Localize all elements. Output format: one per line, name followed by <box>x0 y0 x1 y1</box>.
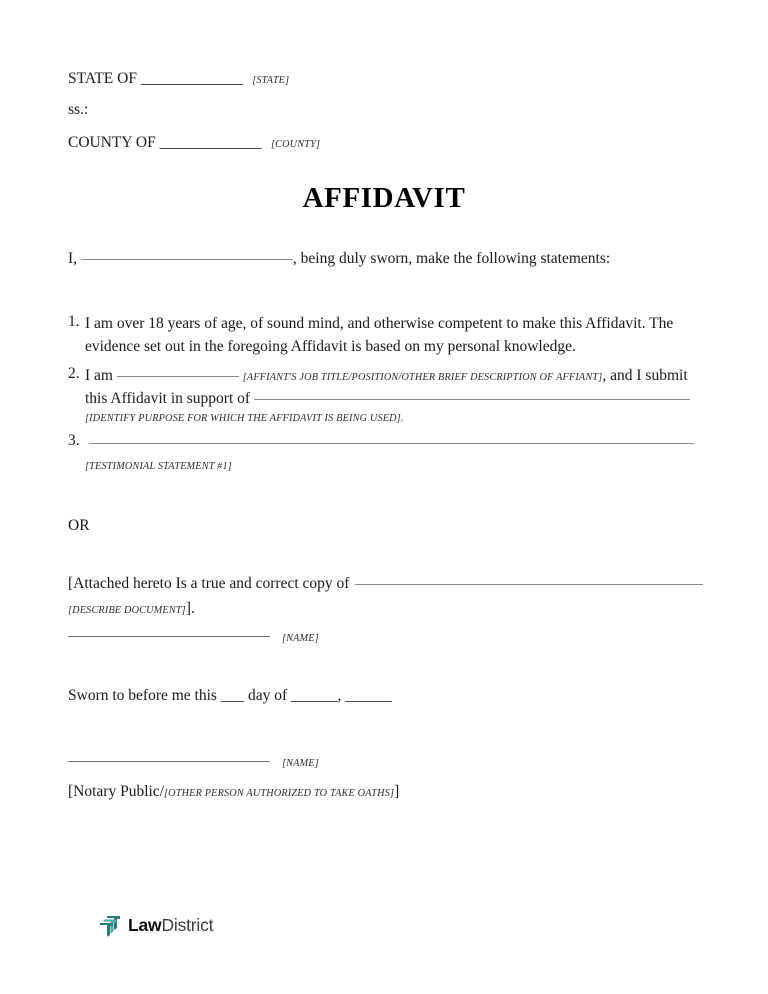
intro-statement-line <box>68 250 708 268</box>
sworn-statement-line: Sworn to before me this ___ day of ______, ______ <box>68 687 392 704</box>
notary-name-tag: [NAME] <box>282 758 319 769</box>
affiant-signature-line[interactable] <box>68 636 270 637</box>
testimonial-placeholder-tag: [TESTIMONIAL STATEMENT #1] <box>85 460 232 472</box>
statement-item-2 <box>68 365 702 424</box>
state-of-label: STATE OF <box>68 70 137 87</box>
describe-document-tag: [DESCRIBE DOCUMENT] <box>68 605 186 617</box>
notary-signature-block <box>68 753 319 771</box>
ss-label: ss.: <box>68 101 89 118</box>
item-2-continuation: this Affidavit in support of <box>85 389 251 407</box>
notary-closing-bracket: ] <box>394 783 400 800</box>
county-blank-field[interactable]: ______________ <box>159 134 262 151</box>
logo-text-district: District <box>161 915 214 936</box>
affiant-description-tag: [AFFIANT'S JOB TITLE/POSITION/OTHER BRIEF DESCRIPTION OF AFFIANT] <box>242 372 603 383</box>
affiant-signature-block <box>68 628 319 646</box>
affidavit-purpose-blank[interactable] <box>254 399 690 400</box>
attached-lead-text: [Attached hereto Is a true and correct copy of <box>68 575 350 592</box>
item-1-text: I am over 18 years of age, of sound mind, and otherwise competent to make this Affidavit. The evidence set out in the foregoing Affidavit is based on my personal knowledge. <box>85 315 674 355</box>
statement-item-3 <box>68 432 702 472</box>
item-2-text <box>85 365 702 410</box>
purpose-placeholder-tag: [IDENTIFY PURPOSE FOR WHICH THE AFFIDAVIT IS BEING USED]. <box>85 413 404 425</box>
attached-closing-text: ]. <box>185 600 195 618</box>
attached-document-blank[interactable] <box>355 584 703 585</box>
notary-public-label: [Notary Public/ <box>68 783 164 800</box>
intro-prefix: I, <box>68 250 78 267</box>
county-placeholder-tag: [COUNTY] <box>270 139 321 150</box>
affiant-name-blank[interactable] <box>81 259 293 260</box>
state-of-line <box>68 70 289 88</box>
county-of-line <box>68 134 320 152</box>
stacked-documents-icon <box>100 915 121 937</box>
logo-text-law: Law <box>128 915 162 936</box>
item-2-mid: , and I submit <box>602 367 688 384</box>
logo-wordmark <box>128 917 213 935</box>
ss-line <box>68 101 88 119</box>
document-title: AFFIDAVIT <box>302 182 466 214</box>
statement-item-1 <box>68 313 702 358</box>
item-3-number: 3. <box>68 432 80 449</box>
item-2-number: 2. <box>68 365 80 382</box>
lawdistrict-logo[interactable] <box>100 915 213 937</box>
notary-public-label-line <box>68 783 399 801</box>
item-1-number: 1. <box>68 313 80 330</box>
testimonial-statement-blank[interactable] <box>89 443 694 444</box>
or-separator: OR <box>68 517 90 534</box>
affiant-name-tag: [NAME] <box>282 633 319 644</box>
affiant-title-blank[interactable] <box>117 376 239 377</box>
other-authorized-person-tag: [OTHER PERSON AUTHORIZED TO TAKE OATHS] <box>164 788 395 799</box>
intro-suffix: , being duly sworn, make the following statements: <box>292 250 611 267</box>
state-blank-field[interactable]: ______________ <box>140 70 243 87</box>
item-3-text <box>85 432 702 455</box>
notary-signature-line[interactable] <box>68 761 270 762</box>
county-of-label: COUNTY OF <box>68 134 156 151</box>
state-placeholder-tag: [STATE] <box>252 75 290 86</box>
attached-document-paragraph <box>68 572 708 621</box>
item-2-lead: I am <box>85 367 113 384</box>
